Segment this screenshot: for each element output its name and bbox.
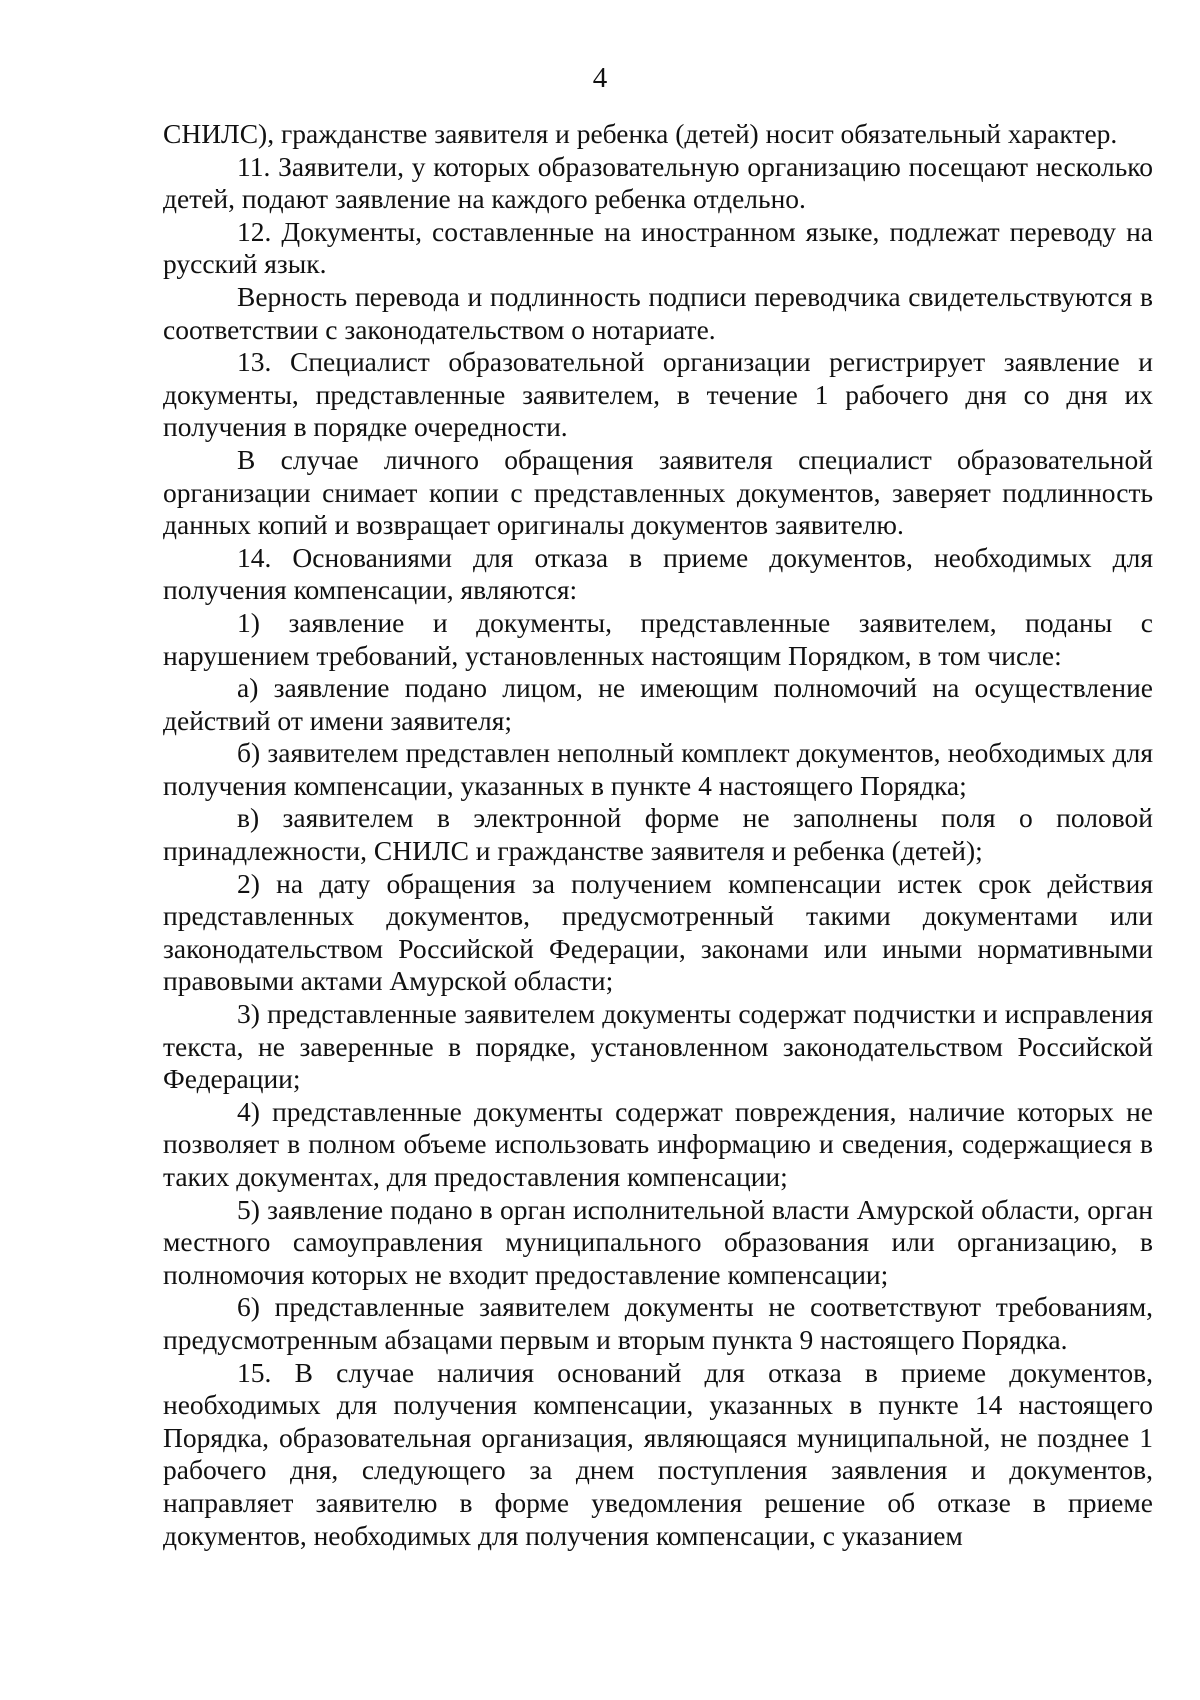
list-item-6: 6) представленные заявителем документы не соответствуют требованиям, предусмотренным абзацами первым и вторым пункта 9 настоящего Порядка.	[163, 1291, 1153, 1355]
list-subitem-a: а) заявление подано лицом, не имеющим полномочий на осуществление действий от имени заявителя;	[163, 672, 1153, 736]
paragraph-item-13: 13. Специалист образовательной организации регистрирует заявление и документы, представленные заявителем, в течение 1 рабочего дня со дня их получения в порядке очередности.	[163, 346, 1153, 443]
paragraph-item-15: 15. В случае наличия оснований для отказа в приеме документов, необходимых для получения компенсации, указанных в пункте 14 настоящего Порядка, образовательная организация, являющаяся муниципальной, не позднее 1 рабочего дня, следующего за днем поступления заявления и документов, направляет заявителю в форме уведомления решение об отказе в приеме документов, необходимых для получения компенсации, с указанием	[163, 1356, 1153, 1551]
list-item-4: 4) представленные документы содержат повреждения, наличие которых не позволяет в полном объеме использовать информацию и сведения, содержащиеся в таких документах, для предоставления компенсации;	[163, 1095, 1153, 1192]
paragraph-personal-visit: В случае личного обращения заявителя специалист образовательной организации снимает копии с представленных документов, заверяет подлинность данных копий и возвращает оригиналы документов заявителю.	[163, 443, 1153, 541]
list-item-5: 5) заявление подано в орган исполнительной власти Амурской области, орган местного самоуправления муниципального образования или организацию, в полномочия которых не входит предоставление компенсации;	[163, 1193, 1153, 1290]
paragraph-translation-verification: Верность перевода и подлинность подписи переводчика свидетельствуются в соответствии с законодательством о нотариате.	[163, 280, 1153, 345]
paragraph-item-14: 14. Основаниями для отказа в приеме документов, необходимых для получения компенсации, являются:	[163, 541, 1153, 606]
paragraph-item-11: 11. Заявители, у которых образовательную организацию посещают несколько детей, подают заявление на каждого ребенка отдельно.	[163, 150, 1153, 215]
list-item-3: 3) представленные заявителем документы содержат подчистки и исправления текста, не заверенные в порядке, установленном законодательством Российской Федерации;	[163, 998, 1153, 1095]
paragraph-continuation: СНИЛС), гражданстве заявителя и ребенка (детей) носит обязательный характер.	[163, 118, 1118, 149]
paragraph-item-12: 12. Документы, составленные на иностранном языке, подлежат переводу на русский язык.	[163, 215, 1153, 280]
page-number: 4	[592, 62, 608, 94]
document-body	[163, 118, 1153, 1552]
list-item-1: 1) заявление и документы, представленные заявителем, поданы с нарушением требований, установленных настоящим Порядком, в том числе:	[163, 606, 1153, 671]
list-subitem-v: в) заявителем в электронной форме не заполнены поля о половой принадлежности, СНИЛС и гражданстве заявителя и ребенка (детей);	[163, 802, 1153, 867]
list-subitem-b: б) заявителем представлен неполный комплект документов, необходимых для получения компенсации, указанных в пункте 4 настоящего Порядка;	[163, 737, 1153, 801]
list-item-2: 2) на дату обращения за получением компенсации истек срок действия представленных документов, предусмотренный такими документами или законодательством Российской Федерации, законами или иными нормативными правовыми актами Амурской области;	[163, 867, 1153, 997]
